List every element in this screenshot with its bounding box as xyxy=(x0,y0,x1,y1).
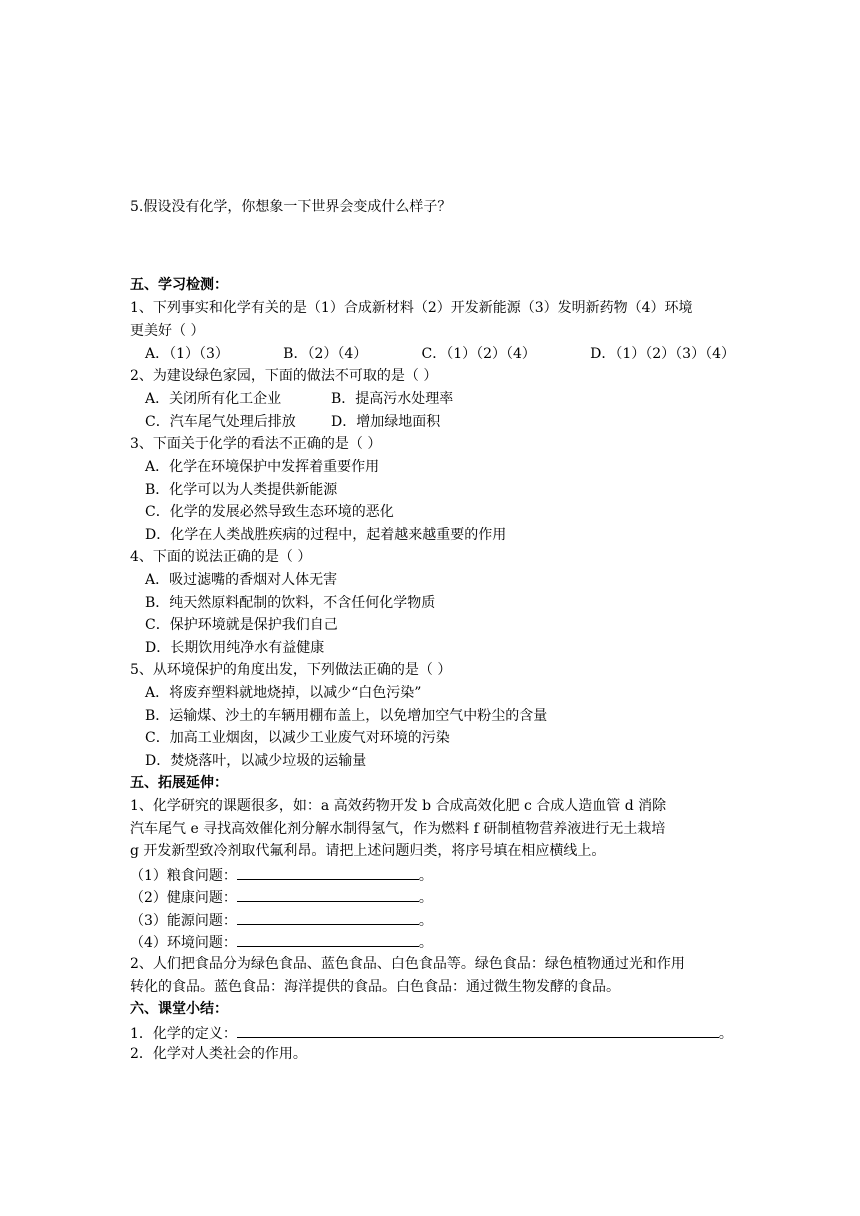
section-title-extension: 五、拓展延伸： xyxy=(130,775,228,791)
summary-item-definition: 1．化学的定义： 。 xyxy=(130,1022,733,1044)
check-q4-stem: 4、下面的说法正确的是（ ） xyxy=(130,549,312,565)
option-c: C．加高工业烟囱，以减少工业废气对环境的污染 xyxy=(145,730,450,746)
answer-blank[interactable] xyxy=(237,864,419,880)
option-d: D．焚烧落叶，以减少垃圾的运输量 xyxy=(145,753,367,769)
check-q1-stem-line2: 更美好（ ） xyxy=(130,323,205,339)
option-d: D．（1）（2）（3）（4） xyxy=(590,346,735,362)
answer-blank[interactable] xyxy=(237,909,419,925)
option-b: B．运输煤、沙土的车辆用棚布盖上，以免增加空气中粉尘的含量 xyxy=(145,708,548,724)
fill-item-energy: （3）能源问题： 。 xyxy=(130,909,433,931)
option-c: C．保护环境就是保护我们自己 xyxy=(145,617,338,633)
option-d: D．化学在人类战胜疾病的过程中，起着越来越重要的作用 xyxy=(145,527,507,543)
answer-blank[interactable] xyxy=(237,931,419,947)
option-c: C．（1）（2）（4） xyxy=(421,346,536,362)
option-b: B．提高污水处理率 xyxy=(331,391,454,407)
option-a: A．化学在环境保护中发挥着重要作用 xyxy=(145,459,380,475)
option-c: C．汽车尾气处理后排放 xyxy=(145,414,296,430)
extension-q1-line3: g 开发新型致冷剂取代氟利昂。请把上述问题归类，将序号填在相应横线上。 xyxy=(130,843,606,859)
check-q2-stem: 2、为建设绿色家园，下面的做法不可取的是（ ） xyxy=(130,368,438,384)
question-5-reflection: 5.假设没有化学，你想象一下世界会变成什么样子？ xyxy=(130,199,452,215)
option-a: A．关闭所有化工企业 xyxy=(145,391,282,407)
option-c: C．化学的发展必然导致生态环境的恶化 xyxy=(145,504,394,520)
check-q5-stem: 5、从环境保护的角度出发，下列做法正确的是（ ） xyxy=(130,662,452,678)
fill-item-food: （1）粮食问题： 。 xyxy=(130,864,433,886)
check-q1-options xyxy=(145,344,735,364)
section-title-summary: 六、课堂小结： xyxy=(130,1001,228,1017)
check-q1-stem-line1: 1、下列事实和化学有关的是（1）合成新材料（2）开发新能源（3）发明新药物（4）环境 xyxy=(130,300,693,316)
check-q2-options-row2 xyxy=(145,412,441,432)
section-title-learning-check: 五、学习检测： xyxy=(130,277,228,293)
answer-blank[interactable] xyxy=(237,886,419,902)
option-a: A．（1）（3） xyxy=(145,346,229,362)
option-a: A．吸过滤嘴的香烟对人体无害 xyxy=(145,572,338,588)
answer-blank[interactable] xyxy=(237,1022,719,1038)
extension-q1-line1: 1、化学研究的课题很多，如：a 高效药物开发 b 合成高效化肥 c 合成人造血管 d 消除 xyxy=(130,798,667,814)
option-d: D．长期饮用纯净水有益健康 xyxy=(145,640,325,656)
extension-q1-line2: 汽车尾气 e 寻找高效催化剂分解水制得氢气，作为燃料 f 研制植物营养液进行无土栽培 xyxy=(130,821,666,837)
option-b: B．纯天然原料配制的饮料，不含任何化学物质 xyxy=(145,595,436,611)
fill-item-environment: （4）环境问题： 。 xyxy=(130,931,433,953)
fill-item-health: （2）健康问题： 。 xyxy=(130,886,433,908)
option-d: D．增加绿地面积 xyxy=(331,414,441,430)
check-q3-stem: 3、下面关于化学的看法不正确的是（ ） xyxy=(130,436,382,452)
option-b: B．（2）（4） xyxy=(283,346,368,362)
summary-item-role: 2．化学对人类社会的作用。 xyxy=(130,1046,307,1062)
extension-q2-line2: 转化的食品。蓝色食品：海洋提供的食品。白色食品：通过微生物发酵的食品。 xyxy=(130,979,620,995)
extension-q2-line1: 2、人们把食品分为绿色食品、蓝色食品、白色食品等。绿色食品：绿色植物通过光和作用 xyxy=(130,956,685,972)
option-b: B．化学可以为人类提供新能源 xyxy=(145,482,338,498)
check-q2-options-row1 xyxy=(145,389,454,409)
option-a: A．将废弃塑料就地烧掉，以减少“白色污染” xyxy=(145,685,422,701)
